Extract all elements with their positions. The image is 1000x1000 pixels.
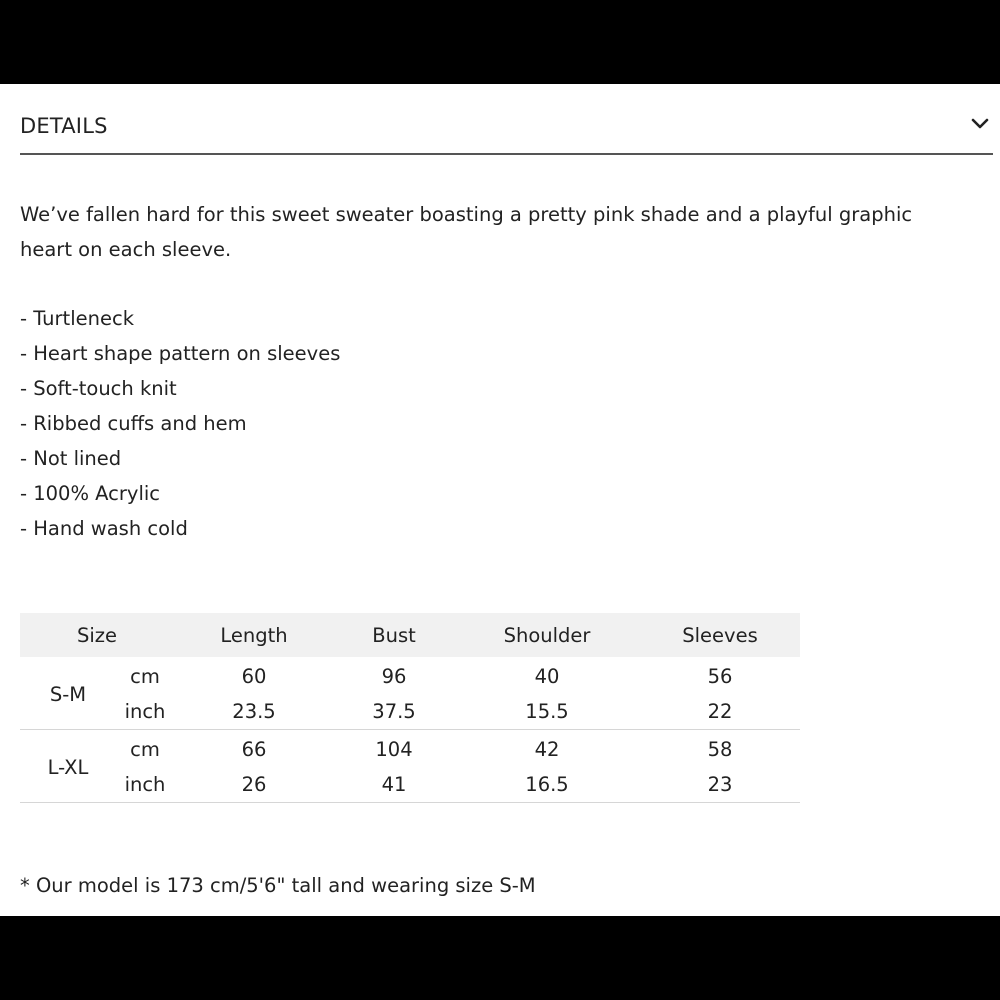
unit-cell: cm (130, 665, 160, 688)
bust-cell: 96 (381, 665, 407, 688)
shoulder-cell: 42 (534, 738, 560, 761)
feature-item: - Turtleneck (20, 307, 134, 330)
unit-cell: cm (130, 738, 160, 761)
table-row (20, 657, 800, 694)
shoulder-cell: 16.5 (454, 767, 640, 803)
length-cell: 26 (174, 767, 334, 803)
bust-cell: 41 (334, 767, 454, 803)
product-description: We’ve fallen hard for this sweet sweater boasting a pretty pink shade and a playful graphic heart on each sleeve. (20, 203, 913, 261)
size-label-s-m: S-M (20, 657, 116, 730)
table-row (20, 694, 800, 730)
feature-item: - Soft-touch knit (20, 377, 177, 400)
column-header-size: Size (20, 613, 174, 657)
product-details-panel (0, 84, 1000, 916)
length-cell: 23.5 (174, 694, 334, 730)
length-cell: 60 (241, 665, 267, 688)
size-table-header-row (20, 613, 800, 657)
feature-item: - Not lined (20, 447, 122, 470)
shoulder-cell: 15.5 (454, 694, 640, 730)
shoulder-cell: 40 (534, 665, 560, 688)
length-cell: 66 (241, 738, 267, 761)
size-chart-table (20, 613, 800, 803)
unit-cell: inch (116, 694, 174, 730)
details-accordion-header[interactable] (20, 84, 993, 155)
feature-item: - Heart shape pattern on sleeves (20, 342, 341, 365)
sleeves-cell: 58 (707, 738, 733, 761)
column-header-sleeves: Sleeves (640, 613, 800, 657)
unit-cell: inch (116, 767, 174, 803)
column-header-shoulder: Shoulder (454, 613, 640, 657)
feature-item: - Hand wash cold (20, 517, 188, 540)
sleeves-cell: 56 (707, 665, 733, 688)
size-label-l-xl: L-XL (20, 730, 116, 803)
details-title: DETAILS (20, 114, 108, 138)
model-size-note: * Our model is 173 cm/5'6" tall and wearing size S-M (20, 874, 536, 897)
feature-list (20, 301, 340, 546)
chevron-down-icon[interactable] (971, 117, 989, 131)
table-row (20, 767, 800, 803)
feature-item: - Ribbed cuffs and hem (20, 412, 247, 435)
column-header-bust: Bust (334, 613, 454, 657)
sleeves-cell: 23 (640, 767, 800, 803)
column-header-length: Length (174, 613, 334, 657)
feature-item: - 100% Acrylic (20, 482, 161, 505)
bust-cell: 104 (375, 738, 413, 761)
table-row (20, 730, 800, 768)
bust-cell: 37.5 (334, 694, 454, 730)
sleeves-cell: 22 (640, 694, 800, 730)
